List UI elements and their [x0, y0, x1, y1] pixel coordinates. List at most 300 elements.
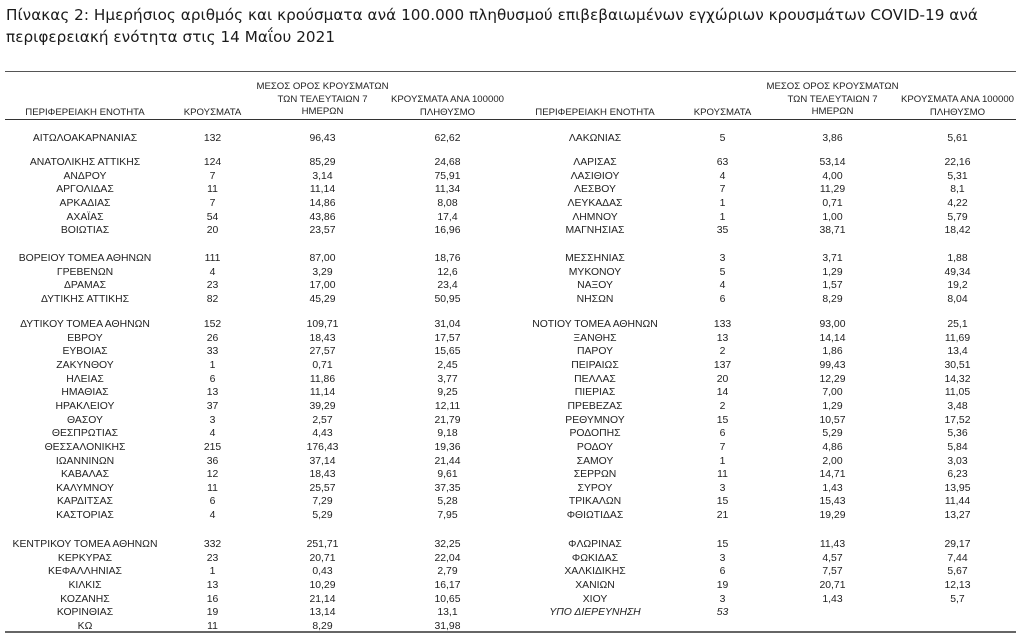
region-cell: ΒΟΙΩΤΙΑΣ: [60, 225, 110, 237]
per100k-cell: 5,79: [947, 211, 968, 223]
table-row: [5, 495, 510, 509]
region-cell: ΦΘΙΩΤΙΔΑΣ: [566, 510, 624, 522]
per100k-cell: 9,18: [437, 428, 458, 440]
header-region-right: ΠΕΡΙΦΕΡΕΙΑΚΗ ΕΝΟΤΗΤΑ: [535, 107, 655, 118]
table-row: [515, 373, 1020, 387]
per100k-cell: 1,88: [947, 253, 968, 264]
cases-cell: 23: [206, 552, 219, 564]
avg7-cell: 3,14: [312, 170, 333, 182]
avg7-cell: 1,00: [822, 211, 843, 223]
avg7-cell: 17,00: [309, 280, 336, 292]
avg7-cell: 15,43: [819, 496, 846, 508]
region-cell: ΧΑΛΚΙΔΙΚΗΣ: [564, 566, 626, 578]
region-cell: ΑΙΤΩΛΟΑΚΑΡΝΑΝΙΑΣ: [32, 133, 138, 144]
per100k-cell: 13,27: [944, 510, 971, 522]
table-row: [515, 224, 1020, 238]
per100k-cell: 5,31: [947, 170, 968, 182]
per100k-cell: 23,4: [437, 280, 458, 292]
region-cell: ΝΗΣΩΝ: [576, 293, 614, 305]
table-row: [5, 293, 510, 307]
region-cell: ΦΩΚΙΔΑΣ: [571, 552, 619, 564]
region-cell: ΡΕΘΥΜΝΟΥ: [565, 414, 625, 426]
cases-cell: 1: [209, 359, 216, 371]
header-per100k-right-line2: ΠΛΗΘΥΣΜΟ: [929, 107, 986, 118]
per100k-cell: 8,04: [947, 293, 968, 305]
cases-cell: 4: [209, 266, 216, 278]
table-row: [515, 170, 1020, 184]
header-cases: ΚΡΟΥΣΜΑΤΑ: [183, 107, 242, 118]
avg7-cell: 45,29: [309, 293, 336, 305]
per100k-cell: 12,13: [944, 579, 971, 591]
avg7-cell: 11,43: [819, 539, 846, 550]
region-cell: ΦΛΩΡΙΝΑΣ: [568, 539, 622, 550]
avg7-cell: 4,86: [822, 441, 843, 453]
region-cell: ΚΟΖΑΝΗΣ: [60, 593, 110, 605]
table-row: [515, 132, 1020, 146]
region-cell: ΖΑΚΥΝΘΟΥ: [56, 359, 114, 371]
document-title: Πίνακας 2: Ημερήσιος αριθμός και κρούσματα ανά 100.000 πληθυσμού επιβεβαιωμένων εγχώριων κρουσμάτων COVID-19 ανά περιφερειακή ενότητα στις 14 Μαΐου 2021: [6, 6, 978, 46]
per100k-cell: 3,03: [947, 455, 968, 467]
header-avg7-line3: ΗΜΕΡΩΝ: [301, 106, 344, 117]
cases-cell: 19: [716, 579, 729, 591]
cases-cell: 82: [206, 293, 219, 305]
per100k-cell: 31,04: [434, 319, 461, 330]
table-row: [515, 156, 1020, 170]
avg7-cell: 14,71: [819, 469, 846, 481]
region-cell: ΔΡΑΜΑΣ: [63, 280, 107, 292]
cases-cell: 54: [206, 211, 219, 223]
table-row: [515, 552, 1020, 566]
cases-cell: 4: [719, 280, 726, 292]
table-left-half: [5, 0, 510, 640]
table-row: [5, 332, 510, 346]
cases-cell: 20: [206, 225, 219, 237]
cases-cell: 152: [203, 319, 222, 330]
per100k-cell: 17,57: [434, 332, 461, 344]
region-cell: ΓΡΕΒΕΝΩΝ: [56, 266, 114, 278]
region-cell: ΗΛΕΙΑΣ: [66, 373, 104, 385]
cases-cell: 11: [207, 620, 218, 632]
per100k-cell: 5,84: [947, 441, 968, 453]
avg7-cell: 0,71: [312, 359, 333, 371]
avg7-cell: 7,00: [822, 387, 843, 399]
cases-cell: 63: [716, 157, 729, 168]
region-cell: ΚΑΡΔΙΤΣΑΣ: [57, 496, 113, 508]
cases-cell: 332: [203, 539, 222, 550]
avg7-cell: 1,43: [822, 593, 843, 605]
per100k-cell: 22,04: [434, 552, 461, 564]
header-avg7-right-line1: ΜΕΣΟΣ ΟΡΟΣ ΚΡΟΥΣΜΑΤΩΝ: [766, 81, 899, 92]
cases-cell: 6: [719, 293, 726, 305]
avg7-cell: 10,57: [819, 414, 846, 426]
per100k-cell: 5,61: [947, 133, 968, 144]
region-cell: ΚΙΛΚΙΣ: [68, 579, 102, 591]
cases-cell: 19: [206, 607, 219, 619]
cases-cell: 33: [206, 346, 219, 358]
header-avg7-line1: ΜΕΣΟΣ ΟΡΟΣ ΚΡΟΥΣΜΑΤΩΝ: [256, 81, 389, 92]
avg7-cell: 39,29: [309, 400, 336, 412]
per100k-cell: 5,28: [437, 496, 458, 508]
cases-cell: 13: [206, 579, 219, 591]
region-cell: ΚΕΡΚΥΡΑΣ: [57, 552, 113, 564]
per100k-cell: 2,45: [437, 359, 458, 371]
per100k-cell: 12,6: [437, 266, 458, 278]
table-row: [5, 552, 510, 566]
avg7-cell: 11,14: [309, 184, 336, 196]
avg7-cell: 7,57: [822, 566, 843, 578]
avg7-cell: 0,71: [822, 197, 843, 209]
region-cell: ΑΧΑΪΑΣ: [66, 211, 104, 223]
avg7-cell: 1,57: [822, 280, 843, 292]
cases-cell: 6: [209, 373, 216, 385]
per100k-cell: 11,05: [944, 387, 971, 399]
header-per100k-line2: ΠΛΗΘΥΣΜΟ: [419, 107, 476, 118]
table-row: [515, 427, 1020, 441]
table-row: [5, 414, 510, 428]
cases-cell: 16: [206, 593, 219, 605]
table-row: [515, 183, 1020, 197]
region-cell: ΡΟΔΟΠΗΣ: [569, 428, 621, 440]
per100k-cell: 18,42: [944, 225, 971, 237]
avg7-cell: 93,00: [819, 319, 846, 330]
region-cell: ΚΑΒΑΛΑΣ: [60, 469, 110, 481]
avg7-cell: 10,29: [309, 579, 336, 591]
avg7-cell: 0,43: [312, 566, 333, 578]
per100k-cell: 22,16: [944, 157, 971, 168]
table-row: [515, 345, 1020, 359]
region-cell: ΔΥΤΙΚΗΣ ΑΤΤΙΚΗΣ: [40, 293, 130, 305]
region-cell: ΠΕΙΡΑΙΩΣ: [571, 359, 619, 371]
table-row: [515, 293, 1020, 307]
region-cell: ΜΥΚΟΝΟΥ: [568, 266, 622, 278]
table-row: [5, 579, 510, 593]
table-row: [515, 565, 1020, 579]
table-row: [515, 414, 1020, 428]
cases-cell: 35: [716, 225, 729, 237]
region-cell: ΚΕΦΑΛΛΗΝΙΑΣ: [48, 566, 122, 578]
header-avg7-right-line2: ΤΩΝ ΤΕΛΕΥΤΑΙΩΝ 7: [787, 94, 878, 105]
cases-cell: 21: [716, 510, 729, 522]
avg7-cell: 14,86: [309, 197, 336, 209]
avg7-cell: 3,71: [822, 253, 843, 264]
cases-cell: 3: [719, 552, 726, 564]
avg7-cell: 38,71: [819, 225, 846, 237]
table-row: [5, 132, 510, 146]
region-cell: ΘΕΣΠΡΩΤΙΑΣ: [51, 428, 119, 440]
region-cell: ΜΕΣΣΗΝΙΑΣ: [565, 253, 625, 264]
per100k-cell: 10,65: [434, 593, 461, 605]
region-cell: ΙΩΑΝΝΙΝΩΝ: [55, 455, 115, 467]
table-row: [5, 170, 510, 184]
region-cell: ΛΕΣΒΟΥ: [574, 184, 616, 196]
avg7-cell: 25,57: [309, 482, 336, 494]
per100k-cell: 49,34: [944, 266, 971, 278]
cases-cell: 5: [719, 133, 726, 144]
region-cell: ΗΡΑΚΛΕΙΟΥ: [55, 400, 115, 412]
region-cell: ΘΕΣΣΑΛΟΝΙΚΗΣ: [44, 441, 126, 453]
cases-cell: 26: [206, 332, 219, 344]
table-row: [515, 606, 1020, 620]
region-cell: ΣΑΜΟΥ: [576, 455, 614, 467]
table-row: [515, 359, 1020, 373]
cases-cell: 215: [203, 441, 222, 453]
avg7-cell: 20,71: [819, 579, 846, 591]
avg7-cell: 1,86: [822, 346, 843, 358]
header-per100k-right: [890, 94, 1024, 119]
avg7-cell: 21,14: [309, 593, 336, 605]
cases-cell: 133: [713, 319, 732, 330]
avg7-cell: 3,86: [822, 133, 843, 144]
avg7-cell: 4,43: [312, 428, 333, 440]
region-cell: ΚΑΛΥΜΝΟΥ: [56, 482, 114, 494]
avg7-cell: 53,14: [819, 157, 846, 168]
avg7-cell: 87,00: [309, 253, 336, 264]
per100k-cell: 21,44: [434, 455, 461, 467]
per100k-cell: 29,17: [944, 539, 971, 550]
per100k-cell: 15,65: [434, 346, 461, 358]
region-cell: ΚΩ: [77, 620, 93, 632]
cases-cell: 6: [719, 428, 726, 440]
header-per100k-right-line1: ΚΡΟΥΣΜΑΤΑ ΑΝΑ 100000: [901, 94, 1014, 105]
region-cell: ΧΑΝΙΩΝ: [575, 579, 615, 591]
avg7-cell: 4,00: [822, 170, 843, 182]
avg7-cell: 11,29: [819, 184, 846, 196]
header-region: ΠΕΡΙΦΕΡΕΙΑΚΗ ΕΝΟΤΗΤΑ: [25, 107, 145, 118]
cases-cell: 37: [206, 400, 219, 412]
table-row: [5, 345, 510, 359]
region-cell: ΤΡΙΚΑΛΩΝ: [568, 496, 622, 508]
region-cell: ΛΗΜΝΟΥ: [572, 211, 618, 223]
region-cell: ΕΒΡΟΥ: [67, 332, 103, 344]
avg7-cell: 3,29: [312, 266, 333, 278]
avg7-cell: 18,43: [309, 332, 336, 344]
per100k-cell: 12,11: [434, 400, 461, 412]
table-row: [515, 400, 1020, 414]
avg7-cell: 23,57: [309, 225, 336, 237]
per100k-cell: 5,7: [950, 593, 965, 605]
per100k-cell: 9,25: [437, 387, 458, 399]
per100k-cell: 11,69: [944, 332, 971, 344]
avg7-cell: 1,29: [822, 400, 843, 412]
avg7-cell: 1,29: [822, 266, 843, 278]
table-row: [515, 386, 1020, 400]
cases-cell: 6: [209, 496, 216, 508]
cases-cell: 5: [719, 266, 726, 278]
per100k-cell: 5,36: [947, 428, 968, 440]
per100k-cell: 19,2: [947, 280, 968, 292]
per100k-cell: 16,96: [434, 225, 461, 237]
avg7-cell: 27,57: [309, 346, 336, 358]
table-row: [5, 279, 510, 293]
region-cell: ΣΕΡΡΩΝ: [573, 469, 617, 481]
table-row: [515, 252, 1020, 266]
per100k-cell: 14,32: [944, 373, 971, 385]
header-cases-right: ΚΡΟΥΣΜΑΤΑ: [693, 107, 752, 118]
header-avg7-line2: ΤΩΝ ΤΕΛΕΥΤΑΙΩΝ 7: [277, 94, 368, 105]
avg7-cell: 99,43: [819, 359, 846, 371]
cases-cell: 3: [719, 593, 726, 605]
per100k-cell: 37,35: [434, 482, 461, 494]
per100k-cell: 7,95: [437, 510, 458, 522]
cases-cell: 11: [207, 482, 218, 494]
per100k-cell: 24,68: [434, 157, 461, 168]
cases-cell: 23: [206, 280, 219, 292]
table-row: [515, 279, 1020, 293]
cases-cell: 4: [209, 510, 216, 522]
per100k-cell: 9,61: [437, 469, 458, 481]
table-right-half: [515, 0, 1020, 640]
table-row: [515, 318, 1020, 332]
table-row: [515, 197, 1020, 211]
table-row: [515, 579, 1020, 593]
region-cell: ΑΡΓΟΛΙΔΑΣ: [56, 184, 114, 196]
table-row: [515, 332, 1020, 346]
per100k-cell: 50,95: [434, 293, 461, 305]
avg7-cell: 43,86: [309, 211, 336, 223]
per100k-cell: 17,52: [944, 414, 971, 426]
per100k-cell: 3,77: [437, 373, 458, 385]
cases-cell: 14: [716, 387, 729, 399]
avg7-cell: 11,86: [309, 373, 336, 385]
region-cell: ΗΜΑΘΙΑΣ: [61, 387, 109, 399]
per100k-cell: 2,79: [437, 566, 458, 578]
cases-cell: 53: [716, 607, 729, 619]
table-row: [515, 266, 1020, 280]
avg7-cell: 176,43: [306, 441, 339, 453]
per100k-cell: 21,79: [434, 414, 461, 426]
header-avg7-right-line3: ΗΜΕΡΩΝ: [811, 106, 854, 117]
cases-cell: 3: [209, 414, 216, 426]
table-row: [5, 538, 510, 552]
per100k-cell: 3,48: [947, 400, 968, 412]
avg7-cell: 5,29: [312, 510, 333, 522]
table-row: [5, 620, 510, 634]
region-cell: ΛΑΣΙΘΙΟΥ: [570, 170, 620, 182]
region-cell: ΕΥΒΟΙΑΣ: [62, 346, 108, 358]
avg7-cell: 19,29: [819, 510, 846, 522]
avg7-cell: 12,29: [819, 373, 846, 385]
cases-cell: 1: [719, 211, 726, 223]
avg7-cell: 7,29: [312, 496, 333, 508]
cases-cell: 20: [716, 373, 729, 385]
cases-cell: 13: [206, 387, 219, 399]
cases-cell: 11: [207, 184, 218, 196]
region-cell: ΣΥΡΟΥ: [577, 482, 613, 494]
table-row: [5, 593, 510, 607]
cases-cell: 7: [209, 170, 216, 182]
per100k-cell: 31,98: [434, 620, 461, 632]
per100k-cell: 30,51: [944, 359, 971, 371]
cases-cell: 13: [716, 332, 729, 344]
per100k-cell: 17,4: [437, 211, 458, 223]
per100k-cell: 11,34: [434, 184, 461, 196]
per100k-cell: 8,08: [437, 197, 458, 209]
per100k-cell: 13,95: [944, 482, 971, 494]
per100k-cell: 8,1: [950, 184, 965, 196]
table-row: [5, 224, 510, 238]
cases-cell: 12: [206, 469, 219, 481]
avg7-cell: 13,14: [309, 607, 336, 619]
header-avg7: [245, 81, 400, 118]
avg7-cell: 11,14: [309, 387, 336, 399]
cases-cell: 132: [203, 133, 222, 144]
table-row: [5, 373, 510, 387]
region-cell: ΧΙΟΥ: [582, 593, 608, 605]
per100k-cell: 32,25: [434, 539, 461, 550]
table-row: [5, 441, 510, 455]
table-row: [5, 565, 510, 579]
avg7-cell: 8,29: [822, 293, 843, 305]
per100k-cell: 19,36: [434, 441, 461, 453]
table-row: [515, 482, 1020, 496]
table-row: [5, 468, 510, 482]
cases-cell: 7: [719, 184, 726, 196]
table-row: [515, 538, 1020, 552]
avg7-cell: 1,43: [822, 482, 843, 494]
cases-cell: 15: [716, 496, 729, 508]
table-row: [5, 183, 510, 197]
region-cell: ΠΕΛΛΑΣ: [574, 373, 616, 385]
region-cell: ΠΡΕΒΕΖΑΣ: [567, 400, 623, 412]
avg7-cell: 96,43: [309, 133, 336, 144]
avg7-cell: 5,29: [822, 428, 843, 440]
region-cell: ΝΑΞΟΥ: [577, 280, 613, 292]
region-cell: ΠΙΕΡΙΑΣ: [574, 387, 616, 399]
cases-cell: 2: [719, 346, 726, 358]
cases-cell: 4: [719, 170, 726, 182]
region-cell: ΑΝΔΡΟΥ: [63, 170, 107, 182]
region-cell: ΑΝΑΤΟΛΙΚΗΣ ΑΤΤΙΚΗΣ: [29, 157, 141, 168]
avg7-cell: 18,43: [309, 469, 336, 481]
header-per100k-line1: ΚΡΟΥΣΜΑΤΑ ΑΝΑ 100000: [391, 94, 504, 105]
per100k-cell: 62,62: [434, 133, 461, 144]
cases-cell: 1: [719, 455, 726, 467]
avg7-cell: 85,29: [309, 157, 336, 168]
table-row: [5, 197, 510, 211]
cases-cell: 111: [204, 253, 221, 264]
region-cell: ΑΡΚΑΔΙΑΣ: [59, 197, 111, 209]
table-row: [5, 482, 510, 496]
table-row: [5, 386, 510, 400]
table-row: [5, 359, 510, 373]
per100k-cell: 16,17: [434, 579, 461, 591]
region-cell: ΜΑΓΝΗΣΙΑΣ: [565, 225, 625, 237]
cases-cell: 2: [719, 400, 726, 412]
table-row: [515, 509, 1020, 523]
table-row: [515, 495, 1020, 509]
table-row: [5, 509, 510, 523]
avg7-cell: 2,57: [312, 414, 333, 426]
table-row: [5, 211, 510, 225]
avg7-cell: 8,29: [312, 620, 333, 632]
avg7-cell: 2,00: [822, 455, 843, 467]
cases-cell: 36: [206, 455, 219, 467]
cases-cell: 137: [713, 359, 732, 371]
region-cell: ΛΕΥΚΑΔΑΣ: [567, 197, 623, 209]
table-row: [515, 593, 1020, 607]
table-row: [5, 455, 510, 469]
per100k-cell: 4,22: [947, 197, 968, 209]
cases-cell: 15: [716, 414, 729, 426]
region-cell: ΚΑΣΤΟΡΙΑΣ: [56, 510, 114, 522]
avg7-cell: 20,71: [309, 552, 336, 564]
cases-cell: 4: [209, 428, 216, 440]
per100k-cell: 5,67: [947, 566, 968, 578]
avg7-cell: 14,14: [819, 332, 846, 344]
per100k-cell: 13,4: [947, 346, 968, 358]
per100k-cell: 6,23: [947, 469, 968, 481]
cases-cell: 1: [209, 566, 216, 578]
